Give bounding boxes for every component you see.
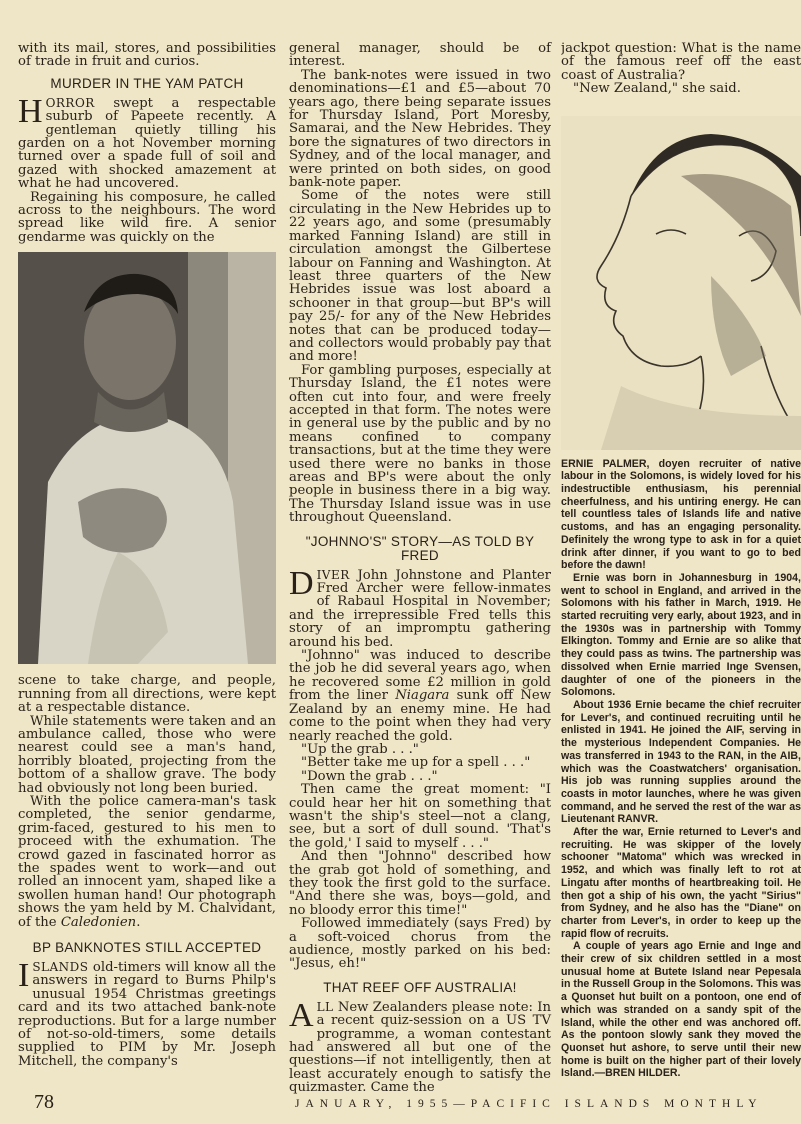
paragraph-text: sunk off New Zealand by an enemy mine. He had come to the point when they had very nearly reached the gold. [289,688,552,744]
quote-line: "Up the grab . . ." [301,741,419,757]
drop-cap: A [289,996,314,1034]
quote-line: "Better take me up for a spell . . ." [301,755,531,771]
paragraph: Some of the notes were still circulating in the New Hebrides up to 22 years ago, and some (presumably marked Fanning Island) are still in circulation amongst the Gilbertese labour on Fanning and Washington. At least three quarters of the New Hebrides issue was lost aboard a schooner in that group—but BP's will pay 25/- for any of the New Hebrides notes that can be produced today—and collectors would probably pay that and more! [289,188,551,365]
paragraph: Regaining his composure, he called across to the neighbours. The word spread like wild fire. A senior gendarme was quickly on the [18,189,276,245]
paragraph-text: "Johnno" was induced to describe the job he did several years ago, when he recovered some £2 million in gold from the liner [289,648,551,704]
paragraph: For gambling purposes, especially at Thursday Island, the £1 notes were often cut into four, and were freely accepted in that form. The notes were in general use by the public and by no means confined to company transactions, but at the time they were used there were no banks in those areas and BP's were about the only people in business there in a big way. The Thursday Island issue was in use throughout Queensland. [289,362,551,526]
caption-paragraph: About 1936 Ernie became the chief recruiter for Lever's, and continued recruiting until he enlisted in 1941. He joined the AIF, serving in the mysterious Independent Companies. He was transferred in 1943 to the RAN, in the AIB, which was the Coastwatchers' organisation. His job was running supplies around the coasts in motor launches, where he was given command, and he served the rest of the war as Lieutenant RANVR. [561,698,801,826]
man-holding-yam-image [18,252,276,664]
section-heading-reef: THAT REEF OFF AUSTRALIA! [323,979,517,995]
paragraph-text: John Johnstone and Planter Fred Archer were fellow-inmates of Rabaul Hospital in November; and the irrepressible Fred tells this story of an impromptu gathering around his bed. [289,567,551,650]
paragraph-text: swept a respectable suburb of Papeete recently. A gentleman quietly tilling his garden on a hot November morning turned over a spade full of soil and gazed with shocked amazement at what he had uncovered. [18,95,276,192]
paragraph-text: . [136,914,141,930]
paragraph: "New Zealand," she said. [573,81,741,97]
paragraph [18,92,276,192]
paragraph: And then "Johnno" described how the grab got hold of something, and they took the first gold to the surface. "And there she was, boys—gold, and no bloody error this time!" [289,849,551,918]
paragraph: with its mail, stores, and possibilities of trade in fruit and curios. [18,41,276,70]
caption-paragraph: After the war, Ernie returned to Lever's and recruiting. He was skipper of the lovely schooner "Matoma" which was wrecked in 1952, and which was finally left to rot at Lingatu after months of heartbreaking toil. He then got a ship of his own, the yacht "Sirius" from Sydney, and he also has the "Diane" on charter from Lever's, in order to keep up the rapid flow of recruits. [561,826,801,940]
paragraph-text: New Zealanders please note: In a recent quiz-session on a US TV programme, a woman contestant had answered all but one of the questions—if not intelligently, then at least accurately enough to satisfy the quizmaster. Came the [289,999,551,1096]
paragraph: The bank-notes were issued in two denominations—£1 and £5—about 70 years ago, there being separate issues for Thursday Island, Port Moresby, Samarai, and the New Hebrides. They bore the signatures of two directors in Sydney, and of the local manager, and were printed on both sides, on good bank-note paper. [289,67,551,191]
page-number: 78 [34,1091,54,1113]
section-heading-murder: MURDER IN THE YAM PATCH [50,75,244,91]
section-heading-johnno: "JOHNNO'S" STORY—AS TOLD BY FRED [305,533,535,563]
drop-cap: H [18,92,43,130]
paragraph [289,649,551,743]
paragraph: Followed immediately (says Fred) by a soft-voiced chorus from the audience, mostly parked on his bed: "Jesus, eh!" [289,916,551,972]
lead-word: LL [316,999,334,1014]
section-heading-bp: BP BANKNOTES STILL ACCEPTED [32,940,262,955]
portrait-caption [561,458,801,1080]
paragraph: While statements were taken and an ambulance called, those who were nearest could see a man's hand, horribly bloated, projecting from the bottom of a shallow grave. The body had obviously not long been buried. [18,713,276,796]
caption-paragraph: A couple of years ago Ernie and Inge and their crew of six children settled in a most unusual home at Butete Island near Pepesala in the Russell Group in the Solomons. This was a Quonset hut built on a pontoon, one end of which was stranded on a sandy spit of the Island, while the other end was anchored off. As the pontoon slowly sank they moved the Quonset hut ashore, to serve until their new home is built on the higher part of their lovely Island.—BREN HILDER. [561,940,801,1080]
paragraph [289,996,551,1096]
paragraph: Then came the great moment: "I could hear her hit on something that wasn't the ship's steel—not a clang, see, but a sort of dull sound. 'That's the gold,' I said to myself . . ." [289,782,551,851]
drop-cap: D [289,564,314,602]
column-1 [18,42,276,1068]
paragraph-text: old-timers will know all the answers in regard to Burns Philp's unusual 1954 Christmas greetings card and its two attached bank-note reproductions. But for a large number of not-so-old-timers, some details supplied to PIM by Mr. Joseph Mitchell, the company's [18,960,276,1069]
paragraph [18,795,276,929]
ship-name: Niagara [395,688,450,704]
caption-paragraph: ERNIE PALMER, doyen recruiter of native labour in the Solomons, is widely loved for his indestructible enthusiasm, his perennial cheerfulness, and his untiring energy. He can tell countless tales of Islands life and native customs, and has an engaging personality. Definitely the wrong type to ask in for a quiet drink after dinner, if you want to go to bed before the dawn! [561,457,801,572]
newspaper-name: Caledonien [60,914,137,930]
yam-photo [18,252,276,664]
paragraph [289,564,551,650]
column-3 [561,42,801,1080]
ernie-palmer-portrait-image [561,116,801,450]
paragraph-text: With the police camera-man's task completed, the senior gendarme, grim-faced, gestured to his men to proceed with the exhumation. The crowd gazed in fascinated horror as the spades went to work—and out rolled an innocent yam, shaped like a swollen human hand! Our photograph shows the yam held by M. Chalvidant, of the [18,793,276,930]
paragraph: jackpot question: What is the name of the famous reef off the east coast of Australia? [561,42,801,83]
lead-word: SLANDS [32,960,89,974]
quote-line: "Down the grab . . ." [301,768,438,784]
paragraph: scene to take charge, and people, running from all directions, were kept at a respectable distance. [18,673,276,716]
lead-word: IVER [316,567,350,582]
lead-word: ORROR [45,95,95,110]
caption-paragraph: Ernie was born in Johannesburg in 1904, went to school in England, and arrived in the Solomons with his father in March, 1919. He started recruiting very early, about 1923, and in the 1930s was in partnership with Tommy Elkington. Tommy and Ernie are so alike that they could pass as twins. The partnership was dissolved when Ernie married Inge Svensen, daughter of one of the pioneers in the Solomons. [561,571,801,699]
column-2 [289,42,551,1095]
portrait-sketch [561,116,801,450]
drop-cap: I [18,957,30,994]
paragraph [18,957,276,1069]
paragraph: general manager, should be of interest. [289,41,551,70]
running-footer: JANUARY, 1955—PACIFIC ISLANDS MONTHLY [295,1098,763,1110]
